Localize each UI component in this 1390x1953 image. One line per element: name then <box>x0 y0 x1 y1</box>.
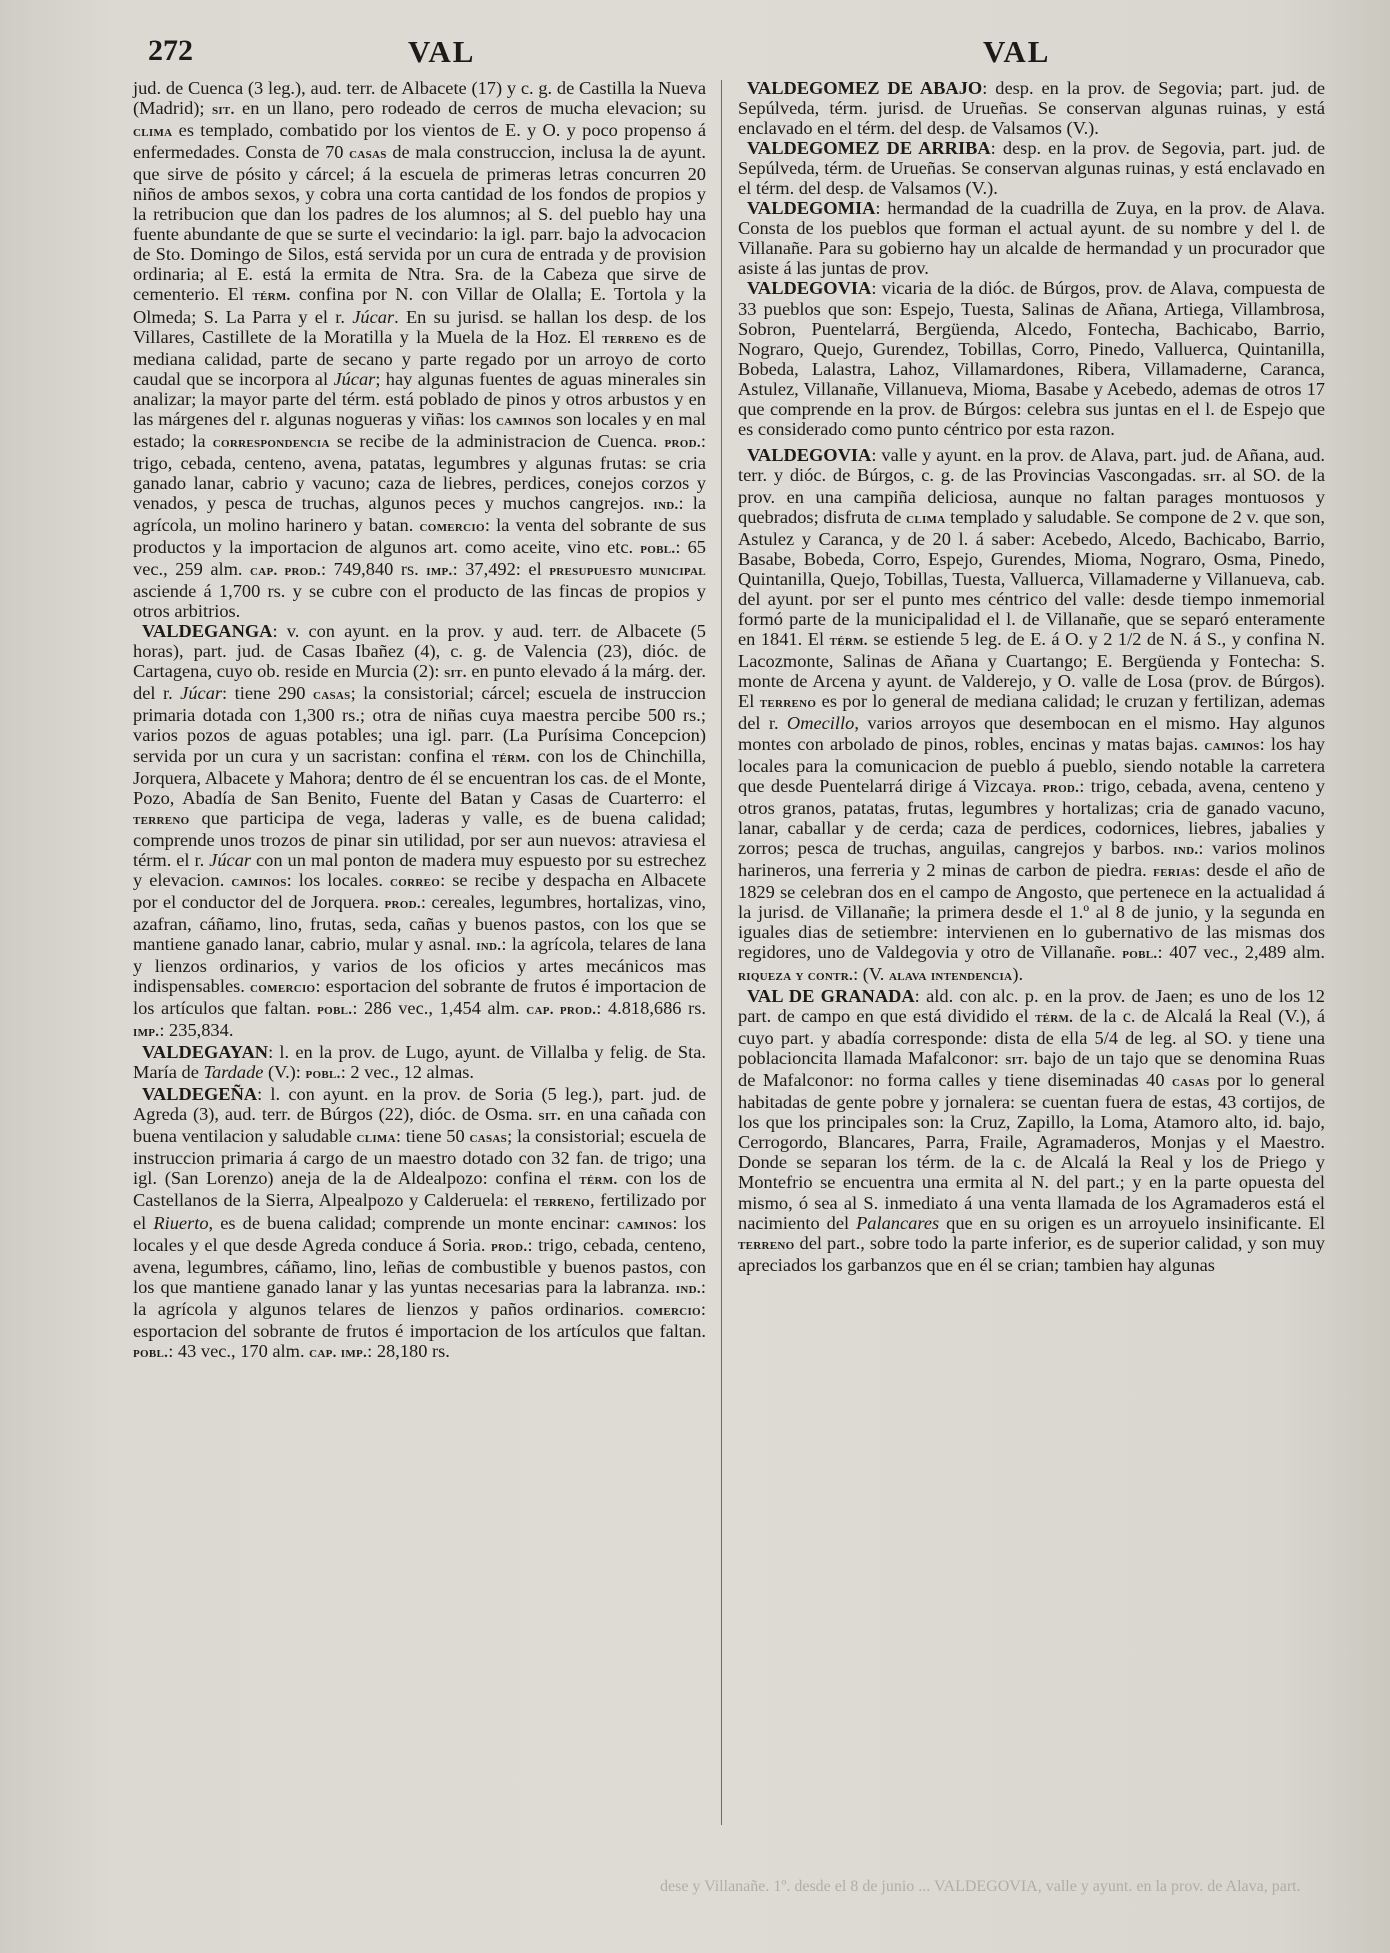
entry-valdegovia-valle: VALDEGOVIA: valle y ayunt. en la prov. de Alava, part. jud. de Añana, aud. terr. y dióc. de Búrgos, c. g. de las Provincias Vascongadas. sit. al SO. de la prov. en una campiña deliciosa, aunque no faltan parages montuosos y quebrados; disfruta de clima templado y saludable. Se compone de 2 v. que son, Astulez y Caranca, y de 20 l. á saber: Acebedo, Alcedo, Bachicabo, Barrio, Basabe, Bobeda, Corro, Espejo, Gurendes, Mioma, Nograro, Osma, Pinedo, Quintanilla, Quejo, Tobillas, Tuesta, Valluerca, Villamaderne y Villanueva, cab. del ayunt. por ser el punto mes céntrico del valle: desde tiempo inmemorial formó parte de la municipalidad el l. de Villanañe, que se separó enteramente en 1841. El térm. se estiende 5 leg. de E. á O. y 2 1/2 de N. á S., y confina N. Lacozmonte, Salinas de Añana y Cuartango; E. Bergüenda y Fontecha: S. monte de Arcena y ayunt. de Valderejo, y O. valle de Losa (prov. de Búrgos). El terreno es por lo general de mediana calidad; le cruzan y fertilizan, ademas del r. Omecillo, varios arroyos que desembocan en el mismo. Hay algunos montes con arbolado de pinos, robles, encinas y matas bajas. caminos: los hay locales para la comunicacion de pueblo á pueblo, siendo notable la carretera que desde Puentelarrá dirige á Vizcaya. prod.: trigo, cebada, avena, centeno y otros granos, patatas, frutas, legumbres y hortalizas; cria de ganado vacuno, lanar, caballar y de cerda; caza de perdices, codornices, liebres, jabalies y zorros; pesca de truchas, anguilas, cangrejos y barbos. ind.: varios molinos harineros, una ferreria y 2 minas de carbon de piedra. ferias: desde el año de 1829 se celebran dos en el campo de Angosto, que pertenece en la actualidad á la jurisd. de Villanañe; la primera desde el 1.º al 8 de junio, y la segunda en iguales dias de setiembre: intervienen en lo gubernativo de las mismas dos regidores, uno de Valdegovia y otro de Villanañe. pobl.: 407 vec., 2,489 alm. riqueza y contr.: (V. alava intendencia). <box>738 444 1326 985</box>
entry-headword: VALDEGOMEZ DE ARRIBA <box>747 138 991 159</box>
entry-valdegena: VALDEGEÑA: l. con ayunt. en la prov. de Soria (5 leg.), part. jud. de Agreda (3), aud. terr. de Búrgos (22), dióc. de Osma. sit. en una cañada con buena ventilacion y saludable clima: tiene 50 casas; la consistorial; escuela de instruccion primaria á cargo de un maestro dotado con 32 fan. de trigo; una igl. (San Lorenzo) aneja de la de Aldealpozo: confina el térm. con los de Castellanos de la Sierra, Alpealpozo y Calderuela: el terreno, fertilizado por el Riuerto, es de buena calidad; comprende un monte encinar: caminos: los locales y el que desde Agreda conduce á Soria. prod.: trigo, cebada, centeno, avena, legumbres, cáñamo, lino, leñas de combustible y buenos pastos, con los que mantiene ganado lanar y las yuntas necesarias para la labranza. ind.: la agrícola y algunos telares de lienzos y paños ordinarios. comercio: esportacion del sobrante de frutos é importacion de los artículos que faltan. pobl.: 43 vec., 170 alm. cap. imp.: 28,180 rs. <box>133 1084 706 1361</box>
running-head-left: VAL <box>408 34 476 69</box>
entry-headword: VALDEGOVIA <box>747 278 872 299</box>
running-head-right: VAL <box>983 34 1051 69</box>
entry-headword: VALDEGANGA <box>142 621 273 642</box>
column-rule <box>721 80 722 1825</box>
bleed-through-text: dese y Villanañe. 1º. desde el 8 de junio ... VALDEGOVIA, valle y ayunt. en la prov. de Alava, part. <box>660 1878 1301 1895</box>
entry-headword: VAL DE GRANADA <box>747 986 915 1007</box>
entry-headword: VALDEGEÑA <box>142 1084 258 1105</box>
left-column <box>133 78 706 1363</box>
entry-valdegayan: VALDEGAYAN: l. en la prov. de Lugo, ayunt. de Villalba y felig. de Sta. María de Tardade (V.): pobl.: 2 vec., 12 almas. <box>133 1042 706 1083</box>
entry-valdegomia: VALDEGOMIA: hermandad de la cuadrilla de Zuya, en la prov. de Alava. Consta de los pueblos que forman el actual ayunt. de su nombre y del l. de Villanañe. Para su gobierno hay un alcalde de hermandad y un procurador que asiste á las juntas de prov. <box>738 198 1325 279</box>
entry-headword: VALDEGAYAN <box>142 1042 269 1063</box>
entry-valdegomez-de-arriba: VALDEGOMEZ DE ARRIBA: desp. en la prov. de Segovia, part. jud. de Sepúlveda, térm. de Urueñas. Se conservan algunas ruinas, y está enclavado en el térm. del desp. de Valsamos (V.). <box>738 138 1326 199</box>
entry-headword: VALDEGOVIA <box>747 444 872 465</box>
entry-headword: VALDEGOMEZ DE ABAJO <box>747 78 983 98</box>
entry-val-de-granada: VAL DE GRANADA: ald. con alc. p. en la prov. de Jaen; es uno de los 12 part. de campo en que está dividido el térm. de la c. de Alcalá la Real (V.), á cuyo part. y abadía corresponde: dista de ella 5/4 de leg. al SO. y tiene una poblacioncita llamada Mafalconor: sit. bajo de un tajo que se denomina Ruas de Mafalconor: no forma calles y tiene diseminadas 40 casas por lo general habitadas de gente pobre y jornalera: se cuentan fuera de estas, 43 cortijos, de los que los principales son: la Cruz, Zapillo, la Loma, Atamoro alto, id. bajo, Cerrogordo, Blancares, Parra, Fraile, Agramaderos, Monjas y el Maestro. Donde se separan los térm. de la c. de Alcalá la Real y los de Priego y Montefrio se encuentra una ermita al N. del part.; y en la parte opuesta del mismo, ó sea al S. inmediato á una venta llamada de los Agramaderos está el nacimiento del Palancares que en su origen es un arroyuelo insinificante. El terreno del part., sobre todo la parte inferior, es de superior calidad, y son muy apreciados los garbanzos que en él se crian; tambien hay algunas <box>738 986 1325 1275</box>
entry-valdegovia-vicaria: VALDEGOVIA: vicaria de la dióc. de Búrgos, prov. de Alava, compuesta de 33 pueblos que son: Espejo, Tuesta, Salinas de Añana, Artiega, Villambrosa, Sobron, Puentelarrá, Bergüenda, Alcedo, Fontecha, Bachicabo, Barrio, Nograro, Quejo, Gurendez, Tobillas, Corro, Pinedo, Valluerca, Quintanilla, Bobeda, Lalastra, Lahoz, Villamardones, Ribera, Villamaderne, Caranca, Astulez, Villanañe, Villanueva, Mioma, Basabe y Acebedo, ademas de otros 17 que comprende en la prov. de Búrgos: celebra sus juntas en el l. de Espejo que es considerado como punto céntrico por esta razon. <box>738 278 1325 439</box>
entry-continuation: jud. de Cuenca (3 leg.), aud. terr. de Albacete (17) y c. g. de Castilla la Nueva (Madrid); sit. en un llano, pero rodeado de cerros de mucha elevacion; su clima es templado, combatido por los vientos de E. y O. y poco propenso á enfermedades. Consta de 70 casas de mala construccion, inclusa la de ayunt. que sirve de pósito y cárcel; á la escuela de primeras letras concurren 20 niños de ambos sexos, y cobra una corta cantidad de los fondos de propios y la retribucion que dan los padres de los alumnos; al S. del pueblo hay una fuente abundante de que se surte el vecindario: la igl. parr. bajo la advocacion de Sto. Domingo de Silos, está servida por un cura de entrada y de provision ordinaria; al E. está la ermita de Ntra. Sra. de la Cabeza que sirve de cementerio. El térm. confina por N. con Villar de Olalla; E. Tortola y la Olmeda; S. La Parra y el r. Júcar. En su jurisd. se hallan los desp. de los Villares, Castillete de la Moratilla y la Muela de la Hoz. El terreno es de mediana calidad, parte de secano y parte regado por un arroyo de corto caudal que se incorpora al Júcar; hay algunas fuentes de aguas minerales sin analizar; la mayor parte del térm. está poblado de pinos y otros arbustos y en las márgenes del r. algunas nogueras y viñas: los caminos son locales y en mal estado; la correspondencia se recibe de la administracion de Cuenca. prod.: trigo, cebada, centeno, avena, patatas, legumbres y algunas frutas: se cria ganado lanar, cabrio y vacuno; caza de liebres, perdices, conejos corzos y venados, y pesca de truchas, algunos peces y muchos cangrejos. ind.: la agrícola, un molino harinero y batan. comercio: la venta del sobrante de sus productos y la importacion de algunos art. como aceite, vino etc. pobl.: 65 vec., 259 alm. cap. prod.: 749,840 rs. imp.: 37,492: el presupuesto municipal asciende á 1,700 rs. y se cubre con el producto de las fincas de propios y otros arbitrios. <box>133 78 707 622</box>
entry-valdegomez-de-abajo: VALDEGOMEZ DE ABAJO: desp. en la prov. de Segovia; part. jud. de Sepúlveda, térm. jurisd. de Urueñas. Se conservan algunas ruinas, y está enclavado en el térm. del desp. de Valsamos (V.). <box>738 78 1326 139</box>
entry-headword: VALDEGOMIA <box>747 198 876 219</box>
page-number: 272 <box>148 34 193 67</box>
right-column <box>738 78 1325 1275</box>
entry-valdeganga: VALDEGANGA: v. con ayunt. en la prov. y aud. terr. de Albacete (5 horas), part. jud. de Casas Ibañez (4), c. g. de Valencia (23), dióc. de Cartagena, cuyo ob. reside en Murcia (2): sit. en punto elevado á la márg. der. del r. Júcar: tiene 290 casas; la consistorial; cárcel; escuela de instruccion primaria dotada con 1,300 rs.; otra de niñas cuya maestra percibe 500 rs.; varios pozos de aguas potables; una igl. parr. (La Purísima Concepcion) servida por un cura y un sacristan: confina el térm. con los de Chinchilla, Jorquera, Albacete y Mahora; dentro de él se encuentran los cas. de el Monte, Pozo, Abadía de San Benito, Fuente del Batan y Casas de Cuarterro: el terreno que participa de vega, laderas y valle, es de buena calidad; comprende unos trozos de pinar sin utilidad, por ser aun nuevos: atraviesa el térm. el r. Júcar con un mal ponton de madera muy espuesto por su estrechez y elevacion. caminos: los locales. correo: se recibe y despacha en Albacete por el conductor del de Jorquera. prod.: cereales, legumbres, hortalizas, vino, azafran, cáñamo, lino, frutas, seda, cañas y buenos pastos, con los que se mantiene ganado lanar, cabrio, mular y asnal. ind.: la agrícola, telares de lana y lienzos ordinarios, y varios de los oficios y artes mecánicos mas indispensables. comercio: esportacion del sobrante de frutos é importacion de los artículos que faltan. pobl.: 286 vec., 1,454 alm. cap. prod.: 4.818,686 rs. imp.: 235,834. <box>133 621 707 1041</box>
